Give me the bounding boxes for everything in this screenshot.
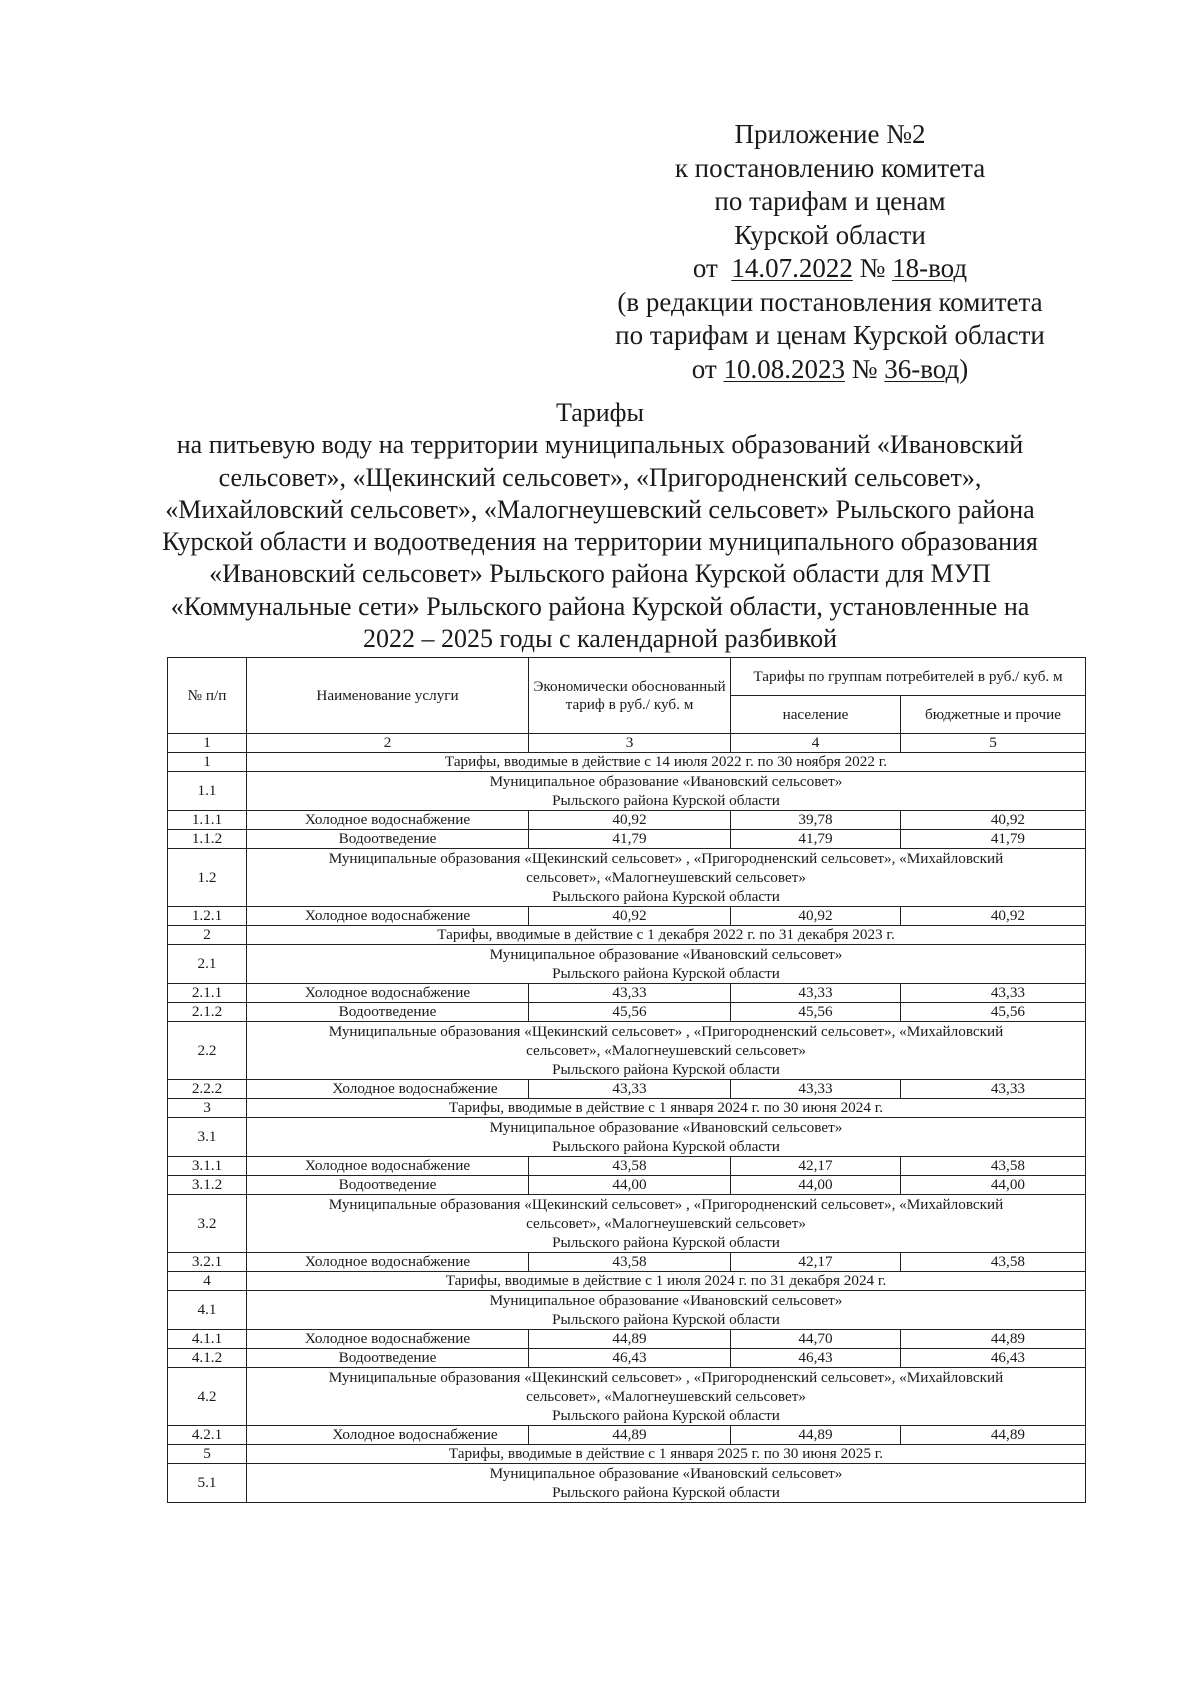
title-heading: Тарифы [555,398,644,427]
service-name: Водоотведение [247,1349,529,1368]
table-row [168,811,1086,830]
population-tariff: 44,00 [731,1176,901,1195]
population-tariff: 42,17 [731,1253,901,1272]
title-line: сельсовет», «Щекинский сельсовет», «Пригородненский сельсовет», [218,462,982,492]
period-title: Тарифы, вводимые в действие с 1 июля 2024 г. по 31 декабря 2024 г. [247,1272,1086,1291]
tariffs-table-body [168,658,1086,1503]
table-row [168,1176,1086,1195]
period-title: Тарифы, вводимые в действие с 1 января 2025 г. по 30 июня 2025 г. [247,1445,1086,1464]
budget-tariff: 44,89 [901,1330,1086,1349]
municipality-line: Рыльского района Курской области [552,1061,780,1078]
municipality-title [247,1464,1086,1503]
row-number: 2.1.2 [168,1003,247,1022]
row-number: 4 [168,1272,247,1291]
period-title: Тарифы, вводимые в действие с 14 июля 2022 г. по 30 ноября 2022 г. [247,753,1086,772]
row-number: 5 [168,1445,247,1464]
service-name: Холодное водоснабжение [247,1157,529,1176]
municipality-title [247,849,1086,907]
econ-tariff: 41,79 [529,830,731,849]
population-tariff: 45,56 [731,1003,901,1022]
column-numbers-row [168,734,1086,753]
budget-tariff: 46,43 [901,1349,1086,1368]
econ-tariff: 44,00 [529,1176,731,1195]
municipality-line: Рыльского района Курской области [552,792,780,809]
municipality-line: сельсовет», «Малогнеушевский сельсовет» [526,1042,806,1059]
econ-tariff: 43,33 [529,984,731,1003]
econ-tariff: 46,43 [529,1349,731,1368]
row-number: 2 [168,926,247,945]
date-prefix: от [691,353,717,384]
municipality-line: Муниципальное образование «Ивановский сельсовет» [489,946,843,963]
municipality-line: Муниципальное образование «Ивановский сельсовет» [489,773,843,790]
title-line: на питьевую воду на территории муниципальных образований «Ивановский [176,430,1024,460]
budget-tariff: 41,79 [901,830,1086,849]
period-row [168,1272,1086,1291]
municipality-row [168,772,1086,811]
municipality-line: сельсовет», «Малогнеушевский сельсовет» [526,1388,806,1405]
row-number: 4.2 [168,1368,247,1426]
service-name: Водоотведение [247,830,529,849]
table-row [168,1157,1086,1176]
municipality-line: сельсовет», «Малогнеушевский сельсовет» [526,869,806,886]
municipality-row [168,1022,1086,1080]
appendix-line: Курской области [734,219,926,250]
row-number: 3.1.1 [168,1157,247,1176]
period-row [168,1099,1086,1118]
header-econ: Экономически обоснованный тариф в руб./ куб. м [529,658,731,734]
municipality-line: Муниципальные образования «Щекинский сельсовет» , «Пригородненский сельсовет», «Михайловский [328,850,1004,867]
municipality-row [168,1291,1086,1330]
population-tariff: 44,89 [731,1426,901,1445]
municipality-line: Муниципальное образование «Ивановский сельсовет» [489,1292,843,1309]
appendix-amendment-line [560,353,1100,387]
budget-tariff: 43,33 [901,984,1086,1003]
budget-tariff: 43,58 [901,1157,1086,1176]
row-number: 2.2 [168,1022,247,1080]
municipality-row [168,1195,1086,1253]
appendix-line: к постановлению комитета [674,152,986,183]
row-number: 4.1 [168,1291,247,1330]
number-sign: № [851,353,878,384]
econ-tariff: 43,58 [529,1253,731,1272]
municipality-line: Муниципальное образование «Ивановский сельсовет» [489,1465,843,1482]
econ-tariff: 40,92 [529,907,731,926]
municipality-line: Рыльского района Курской области [552,1234,780,1251]
row-number: 2.1 [168,945,247,984]
population-tariff: 41,79 [731,830,901,849]
column-number: 1 [168,734,247,753]
row-number: 1.1.2 [168,830,247,849]
municipality-title [247,1195,1086,1253]
date-prefix: от [692,253,718,283]
population-tariff: 44,70 [731,1330,901,1349]
population-tariff: 42,17 [731,1157,901,1176]
table-header-row [168,658,1086,696]
row-number: 3.2 [168,1195,247,1253]
service-name: Холодное водоснабжение [247,811,529,830]
municipality-title [247,1022,1086,1080]
number-sign: № [859,253,886,283]
title-line: Курской области и водоотведения на территории муниципального образования [162,527,1038,557]
population-tariff: 43,33 [731,984,901,1003]
municipality-title [247,772,1086,811]
budget-tariff: 45,56 [901,1003,1086,1022]
econ-tariff: 40,92 [529,811,731,830]
service-name: Холодное водоснабжение [247,1330,529,1349]
column-number: 3 [529,734,731,753]
table-row [168,984,1086,1003]
table-row [168,907,1086,926]
population-tariff: 40,92 [731,907,901,926]
municipality-line: Рыльского района Курской области [552,1311,780,1328]
row-number: 1 [168,753,247,772]
row-number: 5.1 [168,1464,247,1503]
period-row [168,926,1086,945]
row-number: 1.1 [168,772,247,811]
period-row [168,753,1086,772]
municipality-line: Рыльского района Курской области [552,1138,780,1155]
row-number: 2.2.2 [168,1080,247,1099]
municipality-title [247,1118,1086,1157]
row-number: 4.1.1 [168,1330,247,1349]
row-number: 3 [168,1099,247,1118]
municipality-title [247,1368,1086,1426]
title-line: «Михайловский сельсовет», «Малогнеушевский сельсовет» Рыльского района [165,494,1035,524]
appendix-line: по тарифам и ценам [714,186,946,216]
resolution-date: 14.07.2022 [731,253,853,283]
municipality-line: сельсовет», «Малогнеушевский сельсовет» [526,1215,806,1232]
population-tariff: 39,78 [731,811,901,830]
econ-tariff: 44,89 [529,1330,731,1349]
header-budget: бюджетные и прочие [901,696,1086,734]
tariffs-table [167,657,1086,1503]
appendix-line: (в редакции постановления комитета [617,286,1043,317]
municipality-line: Рыльского района Курской области [552,1484,780,1501]
municipality-line: Муниципальные образования «Щекинский сельсовет» , «Пригородненский сельсовет», «Михайловский [328,1023,1004,1040]
period-row [168,1445,1086,1464]
econ-tariff: 43,58 [529,1157,731,1176]
closing-paren: ) [959,353,969,384]
service-name: Холодное водоснабжение [247,907,529,926]
row-number: 1.1.1 [168,811,247,830]
row-number: 1.2 [168,849,247,907]
period-title: Тарифы, вводимые в действие с 1 декабря 2022 г. по 31 декабря 2023 г. [247,926,1086,945]
budget-tariff: 44,89 [901,1426,1086,1445]
header-num: № п/п [168,658,247,734]
title-line: 2022 – 2025 годы с календарной разбивкой [363,624,837,654]
municipality-row [168,849,1086,907]
header-population: население [731,696,901,734]
service-name: Холодное водоснабжение [247,1080,529,1099]
municipality-line: Муниципальное образование «Ивановский сельсовет» [489,1119,843,1136]
row-number: 4.2.1 [168,1426,247,1445]
header-groups: Тарифы по группам потребителей в руб./ куб. м [731,658,1086,696]
column-number: 2 [247,734,529,753]
table-row [168,1080,1086,1099]
row-number: 1.2.1 [168,907,247,926]
row-number: 3.2.1 [168,1253,247,1272]
column-number: 4 [731,734,901,753]
service-name: Холодное водоснабжение [247,1426,529,1445]
row-number: 3.1.2 [168,1176,247,1195]
service-name: Холодное водоснабжение [247,1253,529,1272]
appendix-header [560,118,1100,386]
municipality-row [168,1464,1086,1503]
amendment-date: 10.08.2023 [723,353,845,384]
service-name: Холодное водоснабжение [247,984,529,1003]
table-row [168,1253,1086,1272]
budget-tariff: 40,92 [901,907,1086,926]
document-title [150,397,1050,655]
table-row [168,1003,1086,1022]
period-title: Тарифы, вводимые в действие с 1 января 2024 г. по 30 июня 2024 г. [247,1099,1086,1118]
appendix-resolution-line [560,252,1100,286]
municipality-line: Рыльского района Курской области [552,965,780,982]
econ-tariff: 44,89 [529,1426,731,1445]
municipality-row [168,1368,1086,1426]
row-number: 4.1.2 [168,1349,247,1368]
title-line: «Ивановский сельсовет» Рыльского района Курской области для МУП [209,559,991,589]
municipality-title [247,1291,1086,1330]
table-row [168,1426,1086,1445]
table-row [168,1349,1086,1368]
service-name: Водоотведение [247,1176,529,1195]
header-name: Наименование услуги [247,658,529,734]
title-line: «Коммунальные сети» Рыльского района Курской области, установленные на [170,591,1030,621]
row-number: 3.1 [168,1118,247,1157]
column-number: 5 [901,734,1086,753]
municipality-line: Рыльского района Курской области [552,888,780,905]
population-tariff: 46,43 [731,1349,901,1368]
table-row [168,1330,1086,1349]
municipality-line: Муниципальные образования «Щекинский сельсовет» , «Пригородненский сельсовет», «Михайловский [328,1369,1004,1386]
municipality-row [168,1118,1086,1157]
econ-tariff: 45,56 [529,1003,731,1022]
municipality-row [168,945,1086,984]
amendment-number: 36-вод [884,353,960,384]
budget-tariff: 40,92 [901,811,1086,830]
budget-tariff: 44,00 [901,1176,1086,1195]
municipality-line: Рыльского района Курской области [552,1407,780,1424]
row-number: 2.1.1 [168,984,247,1003]
municipality-line: Муниципальные образования «Щекинский сельсовет» , «Пригородненский сельсовет», «Михайловский [328,1196,1004,1213]
population-tariff: 43,33 [731,1080,901,1099]
budget-tariff: 43,33 [901,1080,1086,1099]
econ-tariff: 43,33 [529,1080,731,1099]
resolution-number: 18-вод [892,253,968,283]
appendix-title: Приложение №2 [734,119,926,149]
budget-tariff: 43,58 [901,1253,1086,1272]
table-row [168,830,1086,849]
appendix-line: по тарифам и ценам Курской области [615,320,1045,350]
municipality-title [247,945,1086,984]
service-name: Водоотведение [247,1003,529,1022]
